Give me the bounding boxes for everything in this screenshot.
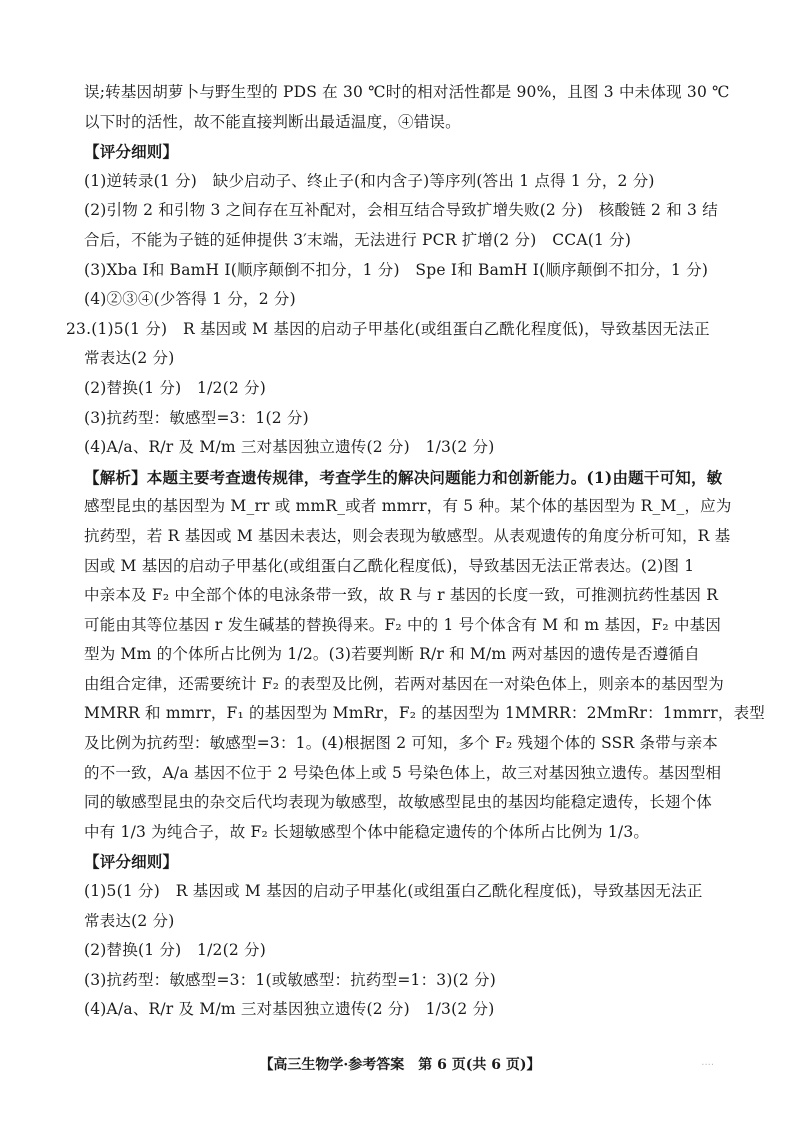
text-line: 常表达(2 分) (84, 349, 175, 368)
text-line: 常表达(2 分) (84, 911, 175, 930)
text-line: 以下时的活性，故不能直接判断出最适温度，④错误。 (84, 112, 461, 131)
text-line: (1)逆转录(1 分) 缺少启动子、终止子(和内含子)等序列(答出 1 点得 1 分，2 分) (84, 171, 655, 190)
text-line: 合后，不能为子链的延伸提供 3′末端，无法进行 PCR 扩增(2 分) CCA(1 分) (84, 230, 632, 249)
corner-mark: ···· (701, 1060, 714, 1071)
page-body (66, 78, 765, 1025)
analysis-heading: 【解析】本题主要考查遗传规律，考查学生的解决问题能力和创新能力。(1)由题干可知，敏 (84, 467, 723, 487)
text-line: (3)抗药型：敏感型=3：1(2 分) (84, 408, 309, 427)
analysis-heading-line (84, 463, 734, 493)
text-line: (2)替换(1 分) 1/2(2 分) (84, 378, 266, 397)
text-line: (4)A/a、R/r 及 M/m 三对基因独立遗传(2 分) 1/3(2 分) (84, 438, 495, 457)
text-line: MMRR 和 mmrr，F₁ 的基因型为 MmRr，F₂ 的基因型为 1MMRR：2MmRr：1mmrr，表型 (84, 704, 765, 723)
page-footer: 【高三生物学·参考答案 第 6 页(共 6 页)】 (259, 1057, 541, 1073)
text-line: 及比例为抗药型：敏感型=3：1。(4)根据图 2 可知，多个 F₂ 残翅个体的 SSR 条带与亲本 (84, 734, 718, 753)
text-line: 同的敏感型昆虫的杂交后代均表现为敏感型，故敏感型昆虫的基因均能稳定遗传，长翅个体 (84, 793, 713, 812)
text-line: 因或 M 基因的启动子甲基化(或组蛋白乙酰化程度低)，导致基因无法正常表达。(2)图 1 (84, 556, 695, 575)
text-line: (2)引物 2 和引物 3 之间存在互补配对，会相互结合导致扩增失败(2 分) 核酸链 2 和 3 结 (84, 201, 718, 220)
text-line: (3)抗药型：敏感型=3：1(或敏感型：抗药型=1：3)(2 分) (84, 970, 496, 989)
text-line: (4)A/a、R/r 及 M/m 三对基因独立遗传(2 分) 1/3(2 分) (84, 1000, 495, 1019)
text-line: 的不一致，A/a 基因不位于 2 号染色体上或 5 号染色体上，故三对基因独立遗传。基因型相 (84, 763, 722, 782)
text-line: 由组合定律，还需要统计 F₂ 的表型及比例，若两对基因在一对染色体上，则亲本的基因型为 (84, 674, 724, 693)
text-line: 型为 Mm 的个体所占比例为 1/2。(3)若要判断 R/r 和 M/m 两对基因的遗传是否遵循自 (84, 645, 700, 664)
text-line: 中亲本及 F₂ 中全部个体的电泳条带一致，故 R 与 r 基因的长度一致，可推测抗药性基因 R (84, 586, 719, 605)
text-line: 感型昆虫的基因型为 M_rr 或 mmR_或者 mmrr，有 5 种。某个体的基因型为 R_M_，应为 (84, 497, 732, 516)
text-line: (1)5(1 分) R 基因或 M 基因的启动子甲基化(或组蛋白乙酰化程度低)，导致基因无法正 (84, 882, 703, 901)
text-line: 抗药型，若 R 基因或 M 基因未表达，则会表现为敏感型。从表观遗传的角度分析可知，R 基 (84, 526, 731, 545)
section-heading: 【评分细则】 (84, 142, 179, 162)
section-heading: 【评分细则】 (84, 852, 179, 872)
text-line: 可能由其等位基因 r 发生碱基的替换得来。F₂ 中的 1 号个体含有 M 和 m 基因，F₂ 中基因 (84, 615, 722, 634)
text-line: (3)Xba Ⅰ和 BamH Ⅰ(顺序颠倒不扣分，1 分) Spe Ⅰ和 BamH Ⅰ(顺序颠倒不扣分，1 分) (84, 260, 709, 279)
text-line: (2)替换(1 分) 1/2(2 分) (84, 941, 266, 960)
text-line: (4)②③④(少答得 1 分，2 分) (84, 290, 296, 309)
question-23-line: 23.(1)5(1 分) R 基因或 M 基因的启动子甲基化(或组蛋白乙酰化程度低)，导致基因无法正 (66, 319, 710, 338)
text-line: 误;转基因胡萝卜与野生型的 PDS 在 30 ℃时的相对活性都是 90%，且图 3 中未体现 30 ℃ (84, 83, 730, 101)
text-line: 中有 1/3 为纯合子，故 F₂ 长翅敏感型个体中能稳定遗传的个体所占比例为 1/3。 (84, 822, 650, 841)
